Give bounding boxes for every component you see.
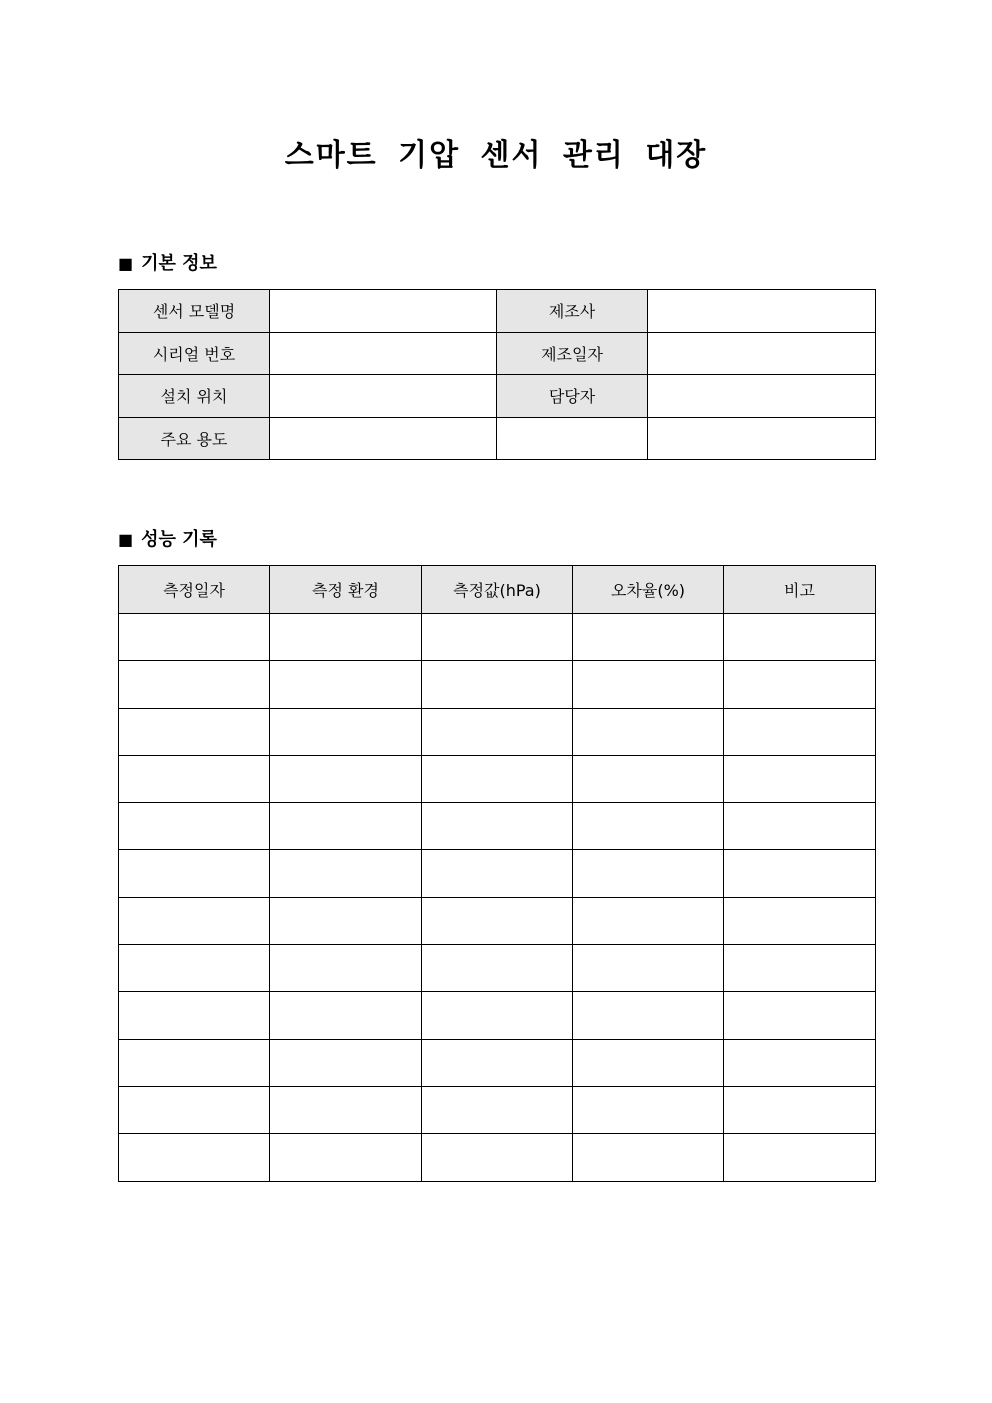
table-row	[119, 614, 876, 661]
table-row	[119, 708, 876, 755]
cell-remarks[interactable]	[724, 803, 876, 850]
label-manufacturer: 제조사	[497, 290, 648, 333]
column-header-remarks: 비고	[724, 566, 876, 614]
cell-error-rate[interactable]	[573, 897, 724, 944]
column-header-error-rate: 오차율(%)	[573, 566, 724, 614]
table-row	[119, 850, 876, 897]
value-manager[interactable]	[648, 375, 876, 418]
value-manufacture-date[interactable]	[648, 332, 876, 375]
cell-value[interactable]	[422, 992, 573, 1039]
section-heading-basic-info	[118, 252, 217, 276]
cell-environment[interactable]	[270, 803, 422, 850]
section-heading-label: 성능 기록	[141, 529, 217, 550]
table-row	[119, 1039, 876, 1086]
cell-error-rate[interactable]	[573, 661, 724, 708]
cell-remarks[interactable]	[724, 661, 876, 708]
cell-environment[interactable]	[270, 661, 422, 708]
cell-environment[interactable]	[270, 992, 422, 1039]
table-row	[119, 1134, 876, 1181]
table-row	[119, 992, 876, 1039]
cell-environment[interactable]	[270, 1134, 422, 1181]
cell-date[interactable]	[119, 1086, 270, 1133]
cell-remarks[interactable]	[724, 992, 876, 1039]
label-manager: 담당자	[497, 375, 648, 418]
table-header-row	[119, 566, 876, 614]
cell-error-rate[interactable]	[573, 1086, 724, 1133]
cell-date[interactable]	[119, 708, 270, 755]
document-title: 스마트 기압 센서 관리 대장	[284, 138, 708, 173]
cell-environment[interactable]	[270, 614, 422, 661]
cell-environment[interactable]	[270, 897, 422, 944]
cell-error-rate[interactable]	[573, 803, 724, 850]
table-row	[119, 803, 876, 850]
column-header-environment: 측정 환경	[270, 566, 422, 614]
table-row	[119, 375, 876, 418]
value-serial-number[interactable]	[270, 332, 497, 375]
empty-cell[interactable]	[648, 417, 876, 460]
empty-cell[interactable]	[497, 417, 648, 460]
cell-error-rate[interactable]	[573, 755, 724, 802]
cell-remarks[interactable]	[724, 850, 876, 897]
cell-value[interactable]	[422, 661, 573, 708]
cell-error-rate[interactable]	[573, 614, 724, 661]
cell-remarks[interactable]	[724, 708, 876, 755]
label-manufacture-date: 제조일자	[497, 332, 648, 375]
performance-record-table	[118, 565, 876, 1182]
cell-remarks[interactable]	[724, 1039, 876, 1086]
cell-value[interactable]	[422, 614, 573, 661]
cell-error-rate[interactable]	[573, 992, 724, 1039]
cell-remarks[interactable]	[724, 1086, 876, 1133]
section-heading-performance	[118, 528, 217, 552]
square-bullet-icon: ■	[118, 254, 134, 273]
label-model-name: 센서 모델명	[119, 290, 270, 333]
cell-error-rate[interactable]	[573, 850, 724, 897]
cell-remarks[interactable]	[724, 897, 876, 944]
value-main-purpose[interactable]	[270, 417, 497, 460]
cell-value[interactable]	[422, 897, 573, 944]
cell-value[interactable]	[422, 708, 573, 755]
cell-error-rate[interactable]	[573, 708, 724, 755]
cell-environment[interactable]	[270, 850, 422, 897]
cell-value[interactable]	[422, 1134, 573, 1181]
square-bullet-icon: ■	[118, 530, 134, 549]
label-install-location: 설치 위치	[119, 375, 270, 418]
cell-value[interactable]	[422, 850, 573, 897]
cell-environment[interactable]	[270, 1086, 422, 1133]
cell-value[interactable]	[422, 803, 573, 850]
cell-value[interactable]	[422, 945, 573, 992]
cell-environment[interactable]	[270, 945, 422, 992]
value-manufacturer[interactable]	[648, 290, 876, 333]
basic-info-table	[118, 289, 876, 460]
table-row	[119, 417, 876, 460]
value-install-location[interactable]	[270, 375, 497, 418]
cell-date[interactable]	[119, 1134, 270, 1181]
cell-error-rate[interactable]	[573, 1134, 724, 1181]
cell-date[interactable]	[119, 614, 270, 661]
cell-value[interactable]	[422, 1086, 573, 1133]
cell-remarks[interactable]	[724, 614, 876, 661]
section-heading-label: 기본 정보	[141, 253, 217, 274]
table-row	[119, 945, 876, 992]
cell-remarks[interactable]	[724, 1134, 876, 1181]
cell-environment[interactable]	[270, 755, 422, 802]
cell-error-rate[interactable]	[573, 1039, 724, 1086]
column-header-value: 측정값(hPa)	[422, 566, 573, 614]
cell-date[interactable]	[119, 850, 270, 897]
cell-value[interactable]	[422, 1039, 573, 1086]
cell-date[interactable]	[119, 1039, 270, 1086]
label-main-purpose: 주요 용도	[119, 417, 270, 460]
cell-date[interactable]	[119, 945, 270, 992]
column-header-date: 측정일자	[119, 566, 270, 614]
cell-date[interactable]	[119, 755, 270, 802]
table-row	[119, 755, 876, 802]
cell-value[interactable]	[422, 755, 573, 802]
table-row	[119, 1086, 876, 1133]
value-model-name[interactable]	[270, 290, 497, 333]
cell-remarks[interactable]	[724, 945, 876, 992]
table-row	[119, 290, 876, 333]
cell-environment[interactable]	[270, 708, 422, 755]
table-row	[119, 661, 876, 708]
cell-date[interactable]	[119, 803, 270, 850]
cell-date[interactable]	[119, 897, 270, 944]
table-row	[119, 897, 876, 944]
table-row	[119, 332, 876, 375]
cell-environment[interactable]	[270, 1039, 422, 1086]
cell-remarks[interactable]	[724, 755, 876, 802]
label-serial-number: 시리얼 번호	[119, 332, 270, 375]
cell-error-rate[interactable]	[573, 945, 724, 992]
cell-date[interactable]	[119, 992, 270, 1039]
cell-date[interactable]	[119, 661, 270, 708]
